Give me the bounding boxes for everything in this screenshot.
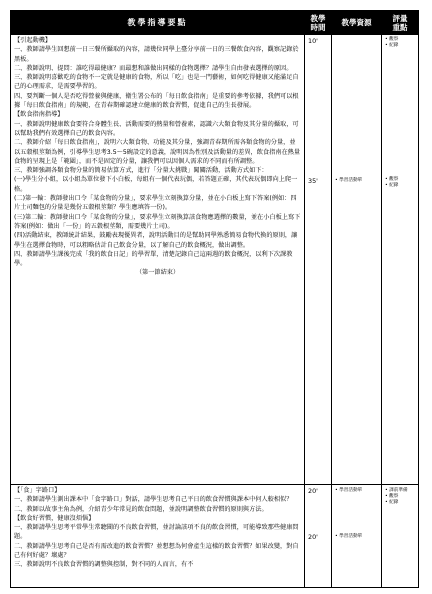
guide-paragraph: (二)第一輪：教師發出口令「某食物的分量」，要求學生立刻換算分量，並在小白板上寫下答案(例如：四片土司麵包的分量是幾份五穀根莖類？學生應填答一份)。 [14,195,297,212]
header-evaluation: 評量 重點 [382,11,419,35]
time-cell-section-2 [305,485,332,588]
guide-cell-section-1 [11,35,305,485]
guide-paragraph: 二、教師以故事主角為例，介紹青少年常見的飲食問題，並說明調整飲食習慣的原則與方法。 [14,505,268,513]
resource-mark: • 學習活動單 [335,488,363,493]
evaluation-cell-section-2 [382,485,419,588]
resource-mark: • 學習活動單 [335,178,363,183]
guide-paragraph: 三、教師強調各類食物分量的簡易估算方式，進行「分量大挑戰」闖關活動，活動方式如下： [14,167,268,175]
section-heading: 【飲食好習慣，健康沒煩惱】 [14,514,95,522]
section-end-note: （第一節結束） [135,269,180,277]
time-value: 35' [308,177,318,185]
section-heading: 【「食」字路口】 [14,487,61,494]
evaluation-mark: • 課前準備 • 觀察 • 紀錄 [385,488,408,505]
guide-paragraph: 四、要判斷一個人是否吃得營養與健康，衛生署公布的「每日飲食指南」是重要的參考依據，我們可以根據「每日飲食指南」的規範，在青春期確認建立健康的飲食習慣，促進自己的生長發展。 [14,92,299,110]
guide-paragraph: 一、教師請學生測出課本中「食字路口」對話，請學生思考自己平日的飲食習慣與課本中何人較相似？ [14,496,293,504]
guide-paragraph: 二、教師說明、提問：誰吃得最健康？而最想和誰做出同樣的食物選擇？請學生自由發表選擇的原因。 [14,64,293,72]
time-value: 10' [308,37,318,45]
header-resources: 教學資源 [332,11,382,35]
evaluation-cell-section-1 [382,35,419,485]
section-heading: 【引起動機】 [14,37,52,44]
time-value: 20' [308,533,318,541]
guide-paragraph: 四、教師請學生課後完成「我的飲食日記」的學習單，清楚記錄自己這兩週的飲食概況，以利下次課教學。 [14,250,293,268]
table-row [11,35,419,485]
guide-paragraph: 一、教師請學生思考平常學生常聽聞的不良飲食習慣，並討論該項不良的飲食習慣，可能導致那些健康問題。 [14,524,299,541]
table-header-row [11,11,419,35]
header-guide: 教學指導要點 [11,11,305,35]
time-cell-section-1 [305,35,332,485]
guide-paragraph: (一)學生分小組，以小組為單位發下小白板，每組有一個代表玩偶，若答題正確，其代表玩偶即向上爬一格。 [14,176,298,193]
guide-paragraph: 三、教師說明喜歡吃的食物不一定就是健康的食物，所以「吃」也是一門藝術，如何吃得健康又能滿足自己的心理需求，是需要學習的。 [14,74,299,91]
guide-paragraph: 一、教師說明健康飲食要符合身體生長、活動需要的熱量和營養素，認識六大類食物及其分量的攝取，可以幫助我們有效選擇自己的飲食內容。 [14,120,299,137]
guide-paragraph: (四)活動結束，教師統計結果，鼓勵表現優異者，說明活動目的是幫助同學熟悉簡易食物代換的原則，讓學生在選擇食物時，可以粗略估計自己飲食分量，以了解自己的飲食概況，做出調整。 [14,232,298,249]
evaluation-mark: • 觀察 • 紀錄 [385,37,399,48]
guide-paragraph: 二、教師介紹「每日飲食指南」，說明六大類食物、功能及其分量，強調青春期所需各類食物的分量，並以五穀根莖類為例，引導學生思考3.5～5碗設定的意義，說明因為性別及活動量的差異，飲食指南在熱量食物的呈現上是「範圍」，而不是固定的分量，讓我們可以因個人需求的不同而有所調整。 [14,139,301,165]
section-heading: 【飲食指南指導】 [14,111,64,119]
resources-cell-section-1 [332,35,382,485]
lesson-plan-table [10,10,419,588]
time-value: 20' [308,487,318,495]
guide-paragraph: 二、教師請學生思考自己是否有需改進的飲食習慣？並想想為何會產生這樣的飲食習慣？如果改變，對自己有何好處？壞處？ [14,542,299,560]
resources-cell-section-2 [332,485,382,588]
guide-paragraph: 三、教師說明不良飲食習慣的調整與控制，對不同的人而言，有不 [14,561,194,569]
guide-paragraph: 一、教師請學生回想前一日三餐所攝取的內容，請幾位同學上臺分享前一日的三餐飲食內容，觀察記錄於黑板。 [14,46,299,63]
header-time: 教學 時間 [305,11,332,35]
resource-mark: • 學習活動單 [335,534,363,539]
evaluation-mark: • 觀察 • 紀錄 [385,177,399,188]
guide-cell-section-2 [11,485,305,588]
table-row [11,485,419,588]
guide-paragraph: (三)第二輪：教師發出口令「某食物的分量」，要求學生立刻換算該食物應選擇的數量，並在小白板上寫下答案(例如：做出「一份」的五穀根莖類，需要幾片土司)。 [14,213,301,230]
